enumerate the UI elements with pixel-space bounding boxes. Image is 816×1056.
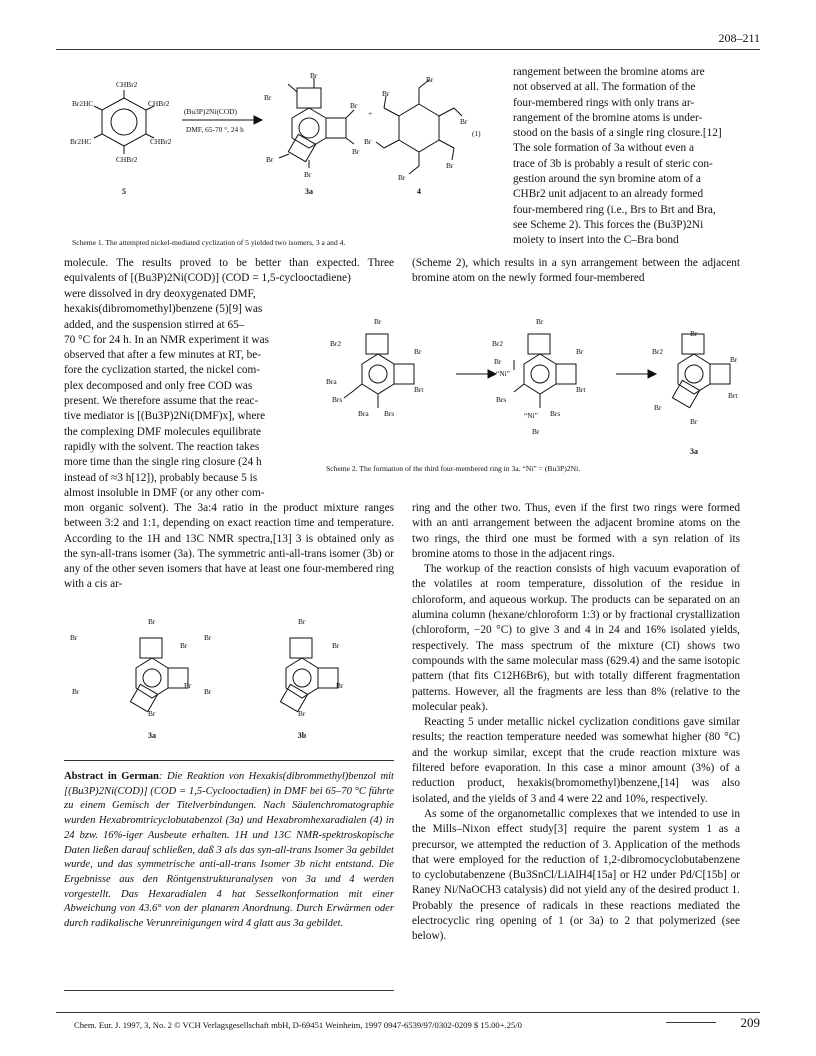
text-line: trace of 3b is probably a result of steric con- xyxy=(513,157,713,170)
text-line: more time than the single ring closure (24 h xyxy=(64,456,262,469)
s2-brs: Brs xyxy=(496,395,507,404)
f3-br: Br xyxy=(204,687,212,696)
s1-sub-top: CHBr2 xyxy=(116,80,138,89)
text-line: observed that after a few minutes at RT, be- xyxy=(64,349,262,362)
f3-br: Br xyxy=(180,641,188,650)
text-line: fore the cyclization started, the nickel com- xyxy=(64,364,261,377)
s1-sub-chbr2-r: CHBr2 xyxy=(148,99,170,108)
right-top-tail: (Scheme 2), which results in a syn arrangement between the adjacent bromine atom on the newly formed four-membered xyxy=(412,257,740,285)
text-line: rangement between the bromine atoms are xyxy=(513,66,705,78)
s1-br: Br xyxy=(266,155,274,164)
text-line: rapidly with the solvent. The reaction takes xyxy=(64,440,260,453)
s1-br: Br xyxy=(446,161,454,170)
text-line: hexakis(dibromomethyl)benzene (5)[9] was xyxy=(64,303,263,316)
right-p3: Reacting 5 under metallic nickel cyclization conditions gave similar results; the reaction temperature needed was somewhat higher (80 °C) and the workup similar, except that the crude reaction mixture was filtered before evaporation. In this case a minor amount (3%) of a reduction product, hexakis(bromomethyl)benzene,[14] was also isolated, and the yields of 3 and 4 were 22 and 10%, respectively. xyxy=(412,716,740,805)
f3-br: Br xyxy=(70,633,78,642)
f3-br: Br xyxy=(204,633,212,642)
s2-bra: Bra xyxy=(358,409,369,418)
s1-sub-bottom: CHBr2 xyxy=(116,155,138,164)
f3-br: Br xyxy=(336,681,344,690)
scheme1-caption: Scheme 1. The attempted nickel-mediated cyclization of 5 yielded two isomers, 3 a and 4. xyxy=(72,238,346,247)
text-line: were dissolved in dry deoxygenated DMF, xyxy=(64,288,256,300)
s1-plus: + xyxy=(368,109,373,118)
left-p1c: mon organic solvent). The 3a:4 ratio in the product mixture ranges between 3:2 and 1:1, depending on exact reaction time and temperature. According to the 1H and 13C NMR spectra,[13] 3 is obtained only as the syn-all-trans isomer (3a). The symmetric anti-all-trans isomer (3b) or any of the other seven isomers that have at least one four-membered ring with a cis ar- xyxy=(64,502,394,591)
s2-ni: “Ni” xyxy=(524,411,538,420)
text-line: CHBr2 unit adjacent to an already formed xyxy=(513,188,704,201)
right-p2: The workup of the reaction consists of high vacuum evaporation of the volatiles at room temperature, dissolution of the residue in chloroform, and aqueous workup. The products can be separated on an alumina column (hexane/chloroform 1:3) or by fractional crystallization (chloroform, −20 °C) to give 3 and 4 in 24 and 16% isolated yields, respectively. The mass spectrum of the mixture (CI) shows two compounds with the same molecular mass (629.4) and the same isotopic pattern (that fits C12H6Br6), but with totally different fragmentation patterns. However, all the fragments are less than 8% (relative to the molecular peak). xyxy=(412,563,740,713)
page-number-rule xyxy=(666,1022,716,1023)
f3-br: Br xyxy=(148,709,156,718)
s1-sub-br2hc2: Br2HC xyxy=(70,137,92,146)
f3-br: Br xyxy=(332,641,340,650)
scheme2-caption: Scheme 2. The formation of the third four-membered ring in 3a. “Ni” = (Bu3P)2Ni. xyxy=(326,464,581,473)
s2-brt: Brt xyxy=(414,385,424,394)
right-p4: As some of the organometallic complexes that we intended to use in the Mills–Nixon effect study[3] require the parent system 1 as a precursor, we attempted the reduction of 3. Application of the methods that were employed for the reduction of 1,2-dibromocyclobutabenzene to cyclobutabenzene (Bu3SnCl/LiAlH4[15a] or H2 under Pd/C[15b] or Raney Ni/NaOCH3 catalysis) did not yield any of the desired product 1. Probably the presence of radicals in these reactions mediated the electrocyclic ring opening of 1 (or 3a) to 2 that polymerized (see below). xyxy=(412,807,740,943)
s1-br: Br xyxy=(350,101,358,110)
s1-sub-br2hc: Br2HC xyxy=(72,99,94,108)
s2-br: Br xyxy=(536,317,544,326)
text-line: added, and the suspension stirred at 65– xyxy=(64,318,245,331)
abstract-rule xyxy=(64,760,394,761)
left-p1: molecule. The results proved to be better than expected. Three equivalents of [(Bu3P)2Ni(COD)] (COD = 1,5-cyclooctadiene) xyxy=(64,257,394,285)
abstract-text: : Die Reaktion von Hexakis(dibrommethyl)benzol mit [(Bu3P)2Ni(COD)] (COD = 1,5-Cyclooctadien) in DMF bei 65–70 °C führte zu einem Gemisch der Titelverbindungen. Nach Säulenchromatographie wurden Hexabromtricyclobutabenzol (3a) und Hexabromhexaradialen (4) in 24 bzw. 16%-iger Ausbeute erhalten. 1H und 13C NMR-spektroskopische Daten ließen darauf schließen, daß 3 als das syn-all-trans Isomer 3a gebildet wurde, und das symmetrische anti-all-trans Isomer 3b nicht entstand. Die Ergebnisse aus den Röntgenstrukturanalysen von 3a und 4 werden vorgestellt. Das Hexaradialen 4 hat Sesselkonformation mit einer Abweichung von 43.6° von der planaren Anordnung. Durch Erwärmen oder durch radikalische Verunreinigungen wird 4 glatt aus 3a gebildet. xyxy=(64,771,394,930)
text-line: four-membered rings with only trans ar- xyxy=(513,96,695,109)
text-line: moiety to insert into the C–Bra bond xyxy=(513,234,679,247)
s1-label-3a: 3a xyxy=(305,187,313,196)
page-range: 208–211 xyxy=(718,31,760,45)
text-line: rangement of the bromine atoms is under- xyxy=(513,111,703,124)
isomers-figure xyxy=(64,614,394,744)
s2-brs: Brs xyxy=(550,409,561,418)
s1-br: Br xyxy=(264,93,272,102)
abstract-label: Abstract in German xyxy=(64,771,159,782)
s1-sub-chbr2-r2: CHBr2 xyxy=(150,137,172,146)
s2-br2: Br2 xyxy=(652,347,664,356)
s2-brt: Brt xyxy=(728,391,738,400)
text-line: The sole formation of 3a without even a xyxy=(513,142,695,155)
text-line: instead of ≈3 h[12]), probably because 5 is xyxy=(64,471,258,484)
s1-br: Br xyxy=(398,173,406,182)
abstract-block xyxy=(64,770,394,932)
f3-br: Br xyxy=(148,617,156,626)
s1-label-5: 5 xyxy=(122,187,126,196)
s2-br: Br xyxy=(576,347,584,356)
header-rule xyxy=(56,49,760,50)
text-line: tive mediator is [(Bu3P)2Ni(DMF)x], where xyxy=(64,410,266,423)
s1-br: Br xyxy=(310,71,318,80)
s2-br2: Br2 xyxy=(492,339,504,348)
s2-brs: Brs xyxy=(384,409,395,418)
footer-rule xyxy=(56,1012,760,1013)
s1-br: Br xyxy=(426,75,434,84)
abstract-bottom-rule xyxy=(64,990,394,991)
s1-br: Br xyxy=(382,89,390,98)
text-line: not observed at all. The formation of the xyxy=(513,81,696,94)
text-line: 70 °C for 24 h. In an NMR experiment it was xyxy=(64,333,270,346)
s1-br: Br xyxy=(460,117,468,126)
s1-reagent-1: (Bu3P)2Ni(COD) xyxy=(184,107,237,116)
s2-label-3a: 3a xyxy=(690,447,698,456)
s2-br: Br xyxy=(654,403,662,412)
left-narrow-column xyxy=(64,287,299,501)
f3-br: Br xyxy=(298,617,306,626)
s1-label-4: 4 xyxy=(417,187,421,196)
text-line: see Scheme 2). This forces the (Bu3P)2Ni xyxy=(513,218,704,231)
s2-br: Br xyxy=(690,329,698,338)
text-line: four-membered ring (i.e., Brs to Brt and Bra, xyxy=(513,203,716,216)
scheme2-figure xyxy=(318,312,742,462)
s2-br: Br xyxy=(690,417,698,426)
s1-br: Br xyxy=(364,137,372,146)
s2-brt: Brt xyxy=(576,385,586,394)
f3-br: Br xyxy=(72,687,80,696)
s2-br: Br xyxy=(374,317,382,326)
f3-label-3a: 3a xyxy=(148,731,156,740)
s1-br: Br xyxy=(304,170,312,179)
s2-br: Br xyxy=(730,355,738,364)
scheme1-figure xyxy=(64,70,504,210)
s2-br: Br xyxy=(494,357,502,366)
s2-ni: “Ni” xyxy=(496,369,510,378)
right-p1: ring and the other two. Thus, even if the first two rings were formed with an anti arrangement between the adjacent bromine atoms on the two rings, the third one must be formed with a syn relation of its bromine atoms to those in the adjacent rings. xyxy=(412,502,740,560)
s1-eq-number: (1) xyxy=(472,129,481,138)
text-line: almost insoluble in DMF (or any other com- xyxy=(64,486,265,499)
text-line: the complexing DMF molecules equilibrate xyxy=(64,425,262,438)
f3-label-3b: 3b xyxy=(297,731,307,740)
f3-br: Br xyxy=(298,709,306,718)
s2-br: Br xyxy=(414,347,422,356)
s1-br: Br xyxy=(352,147,360,156)
text-line: plex decomposed and only free COD was xyxy=(64,379,253,392)
s2-br2: Br2 xyxy=(330,339,342,348)
text-line: present. We therefore assume that the reac- xyxy=(64,395,259,408)
page-number: 209 xyxy=(740,1015,760,1030)
text-line: gestion around the syn bromine atom of a xyxy=(513,173,701,186)
s2-bra: Bra xyxy=(326,377,337,386)
footer-text: Chem. Eur. J. 1997, 3, No. 2 © VCH Verlagsgesellschaft mbH, D-69451 Weinheim, 1997 0947-6539/97/0302-0209 $ 15.00+.25/0 xyxy=(74,1020,522,1030)
s2-br: Br xyxy=(532,427,540,436)
s1-reagent-2: DMF, 65-70 °, 24 h xyxy=(186,125,244,134)
text-line: stood on the basis of a single ring closure.[12] xyxy=(513,127,722,140)
f3-br: Br xyxy=(184,681,192,690)
right-column xyxy=(412,501,740,945)
s2-brs: Brs xyxy=(332,395,343,404)
right-top-column xyxy=(513,65,740,249)
